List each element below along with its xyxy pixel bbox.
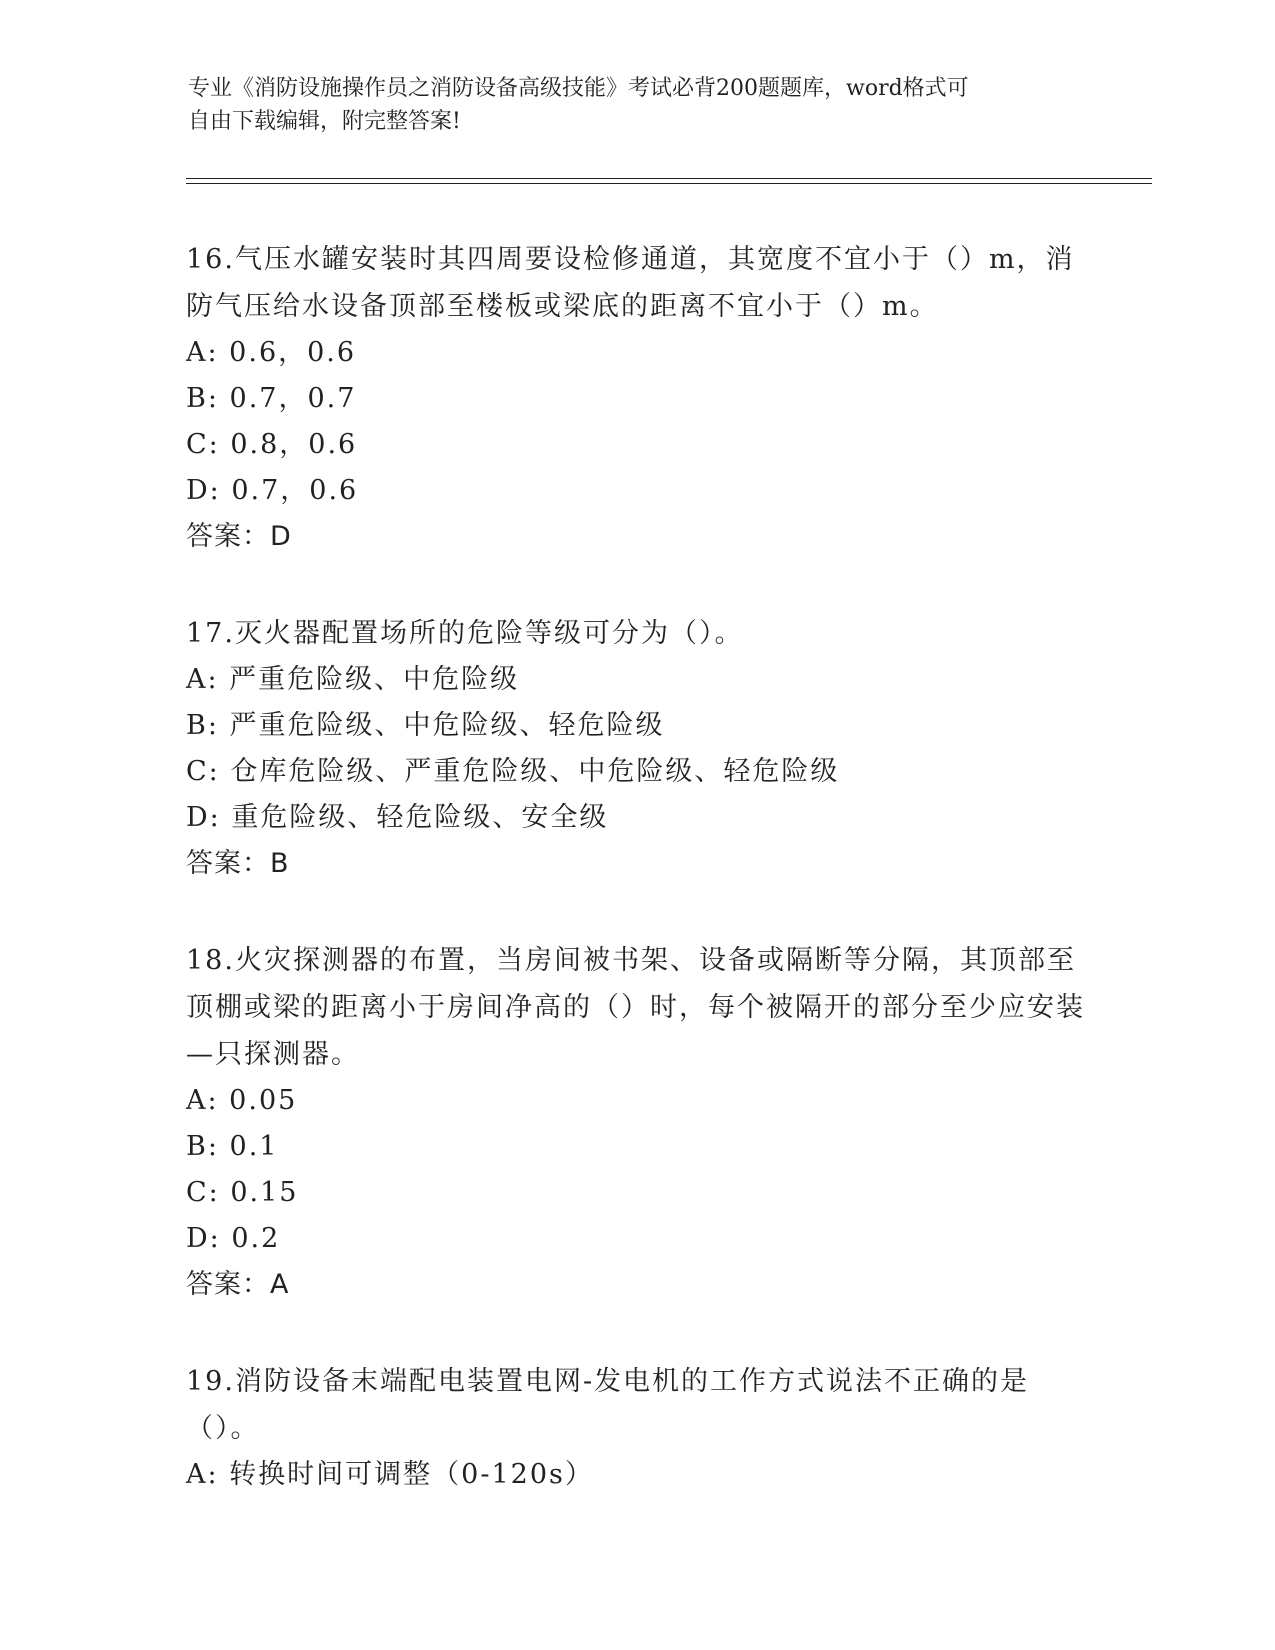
option-d: D: 0.2 xyxy=(186,1223,281,1254)
header-line-1: 专业《消防设施操作员之消防设备高级技能》考试必背200题题库，word格式可 xyxy=(188,76,969,101)
answer: 答案：D xyxy=(186,521,292,552)
question-text: 16.气压水罐安装时其四周要设检修通道，其宽度不宜小于（）m，消防气压给水设备顶部至楼板或梁底的距离不宜小于（）m。 xyxy=(186,244,1075,322)
option-a: A: 0.6，0.6 xyxy=(186,337,357,368)
question-16 xyxy=(186,236,1086,560)
question-17 xyxy=(186,610,1086,887)
answer: 答案：B xyxy=(186,848,290,879)
spacer xyxy=(186,1308,1086,1358)
option-a: A: 转换时间可调整（0-120s） xyxy=(186,1459,594,1490)
spacer xyxy=(186,560,1086,610)
header-divider-top xyxy=(186,178,1152,179)
question-text: 17.灭火器配置场所的危险等级可分为（）。 xyxy=(186,618,744,649)
option-c: C: 0.15 xyxy=(186,1177,299,1208)
option-c: C: 0.8，0.6 xyxy=(186,429,358,460)
question-18 xyxy=(186,937,1086,1308)
option-d: D: 重危险级、轻危险级、安全级 xyxy=(186,802,609,833)
option-b: B: 0.7，0.7 xyxy=(186,383,357,414)
option-d: D: 0.7，0.6 xyxy=(186,475,359,506)
option-c: C: 仓库危险级、严重危险级、中危险级、轻危险级 xyxy=(186,756,840,787)
header-line-2: 自由下载编辑，附完整答案! xyxy=(188,109,461,134)
question-text: 19.消防设备末端配电装置电网-发电机的工作方式说法不正确的是（）。 xyxy=(186,1366,1030,1444)
option-b: B: 0.1 xyxy=(186,1131,279,1162)
document-header xyxy=(188,72,1088,138)
option-b: B: 严重危险级、中危险级、轻危险级 xyxy=(186,710,665,741)
spacer xyxy=(186,887,1086,937)
option-a: A: 严重危险级、中危险级 xyxy=(186,664,520,695)
option-a: A: 0.05 xyxy=(186,1085,298,1116)
question-19 xyxy=(186,1358,1086,1498)
question-text: 18.火灾探测器的布置，当房间被书架、设备或隔断等分隔，其顶部至顶棚或梁的距离小于房间净高的（）时，每个被隔开的部分至少应安装—只探测器。 xyxy=(186,945,1085,1070)
header-divider-bottom xyxy=(186,183,1152,184)
answer: 答案：A xyxy=(186,1269,290,1300)
question-list xyxy=(186,236,1086,1498)
